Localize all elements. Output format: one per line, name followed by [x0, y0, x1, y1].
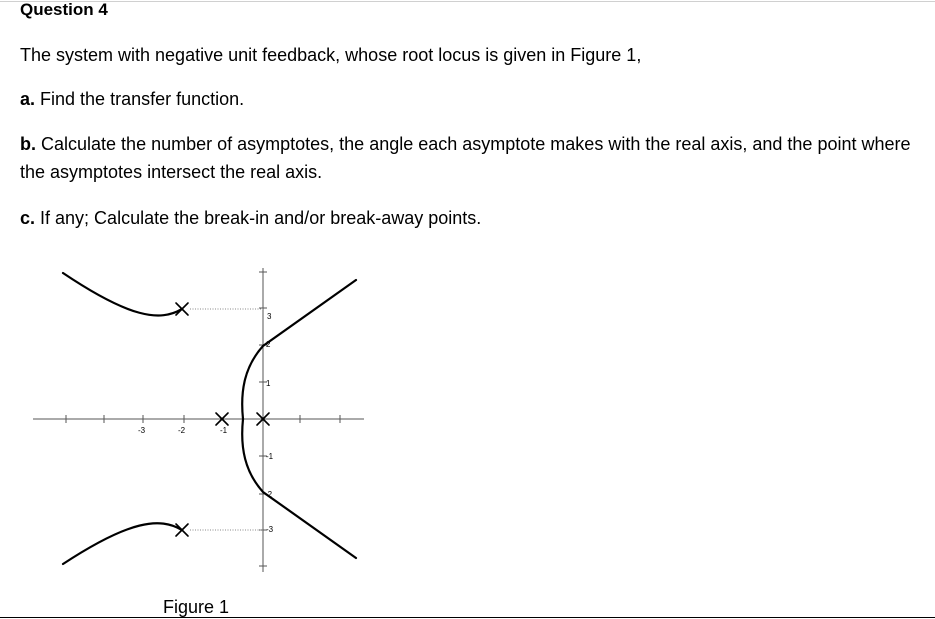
figure-caption: Figure 1 [163, 597, 230, 617]
locus-branch-lower-right [242, 419, 356, 558]
part-a-label: a. [20, 89, 36, 109]
locus-branch-lower-left [63, 523, 182, 564]
pole-marker-lower [176, 524, 188, 536]
imag-tick-label: -2 [265, 490, 273, 499]
part-b-text: Calculate the number of asymptotes, the angle each asymptote makes with the real axis, and the point where the asymptotes intersect the real axis. [20, 134, 911, 182]
imag-tick-label: -1 [266, 452, 274, 461]
imag-tick-label: -3 [266, 525, 274, 534]
question-heading: Question 4 [20, 0, 108, 19]
locus-branch-upper-right [242, 280, 356, 419]
bottom-rule [0, 617, 935, 618]
real-tick-label: -2 [178, 426, 186, 435]
imag-tick-label: 3 [267, 312, 272, 321]
locus-branch-upper-left [63, 273, 182, 315]
part-b-label: b. [20, 134, 36, 154]
question-intro: The system with negative unit feedback, whose root locus is given in Figure 1, [20, 45, 642, 65]
imag-tick-label: 2 [266, 340, 271, 349]
real-tick-label: -3 [138, 426, 146, 435]
part-c-text: If any; Calculate the break-in and/or break-away points. [40, 208, 482, 228]
imag-tick-label: 1 [266, 379, 271, 388]
part-c-label: c. [20, 208, 36, 228]
pole-marker-upper [176, 303, 188, 315]
real-tick-label: -1 [220, 426, 228, 435]
part-a-text: Find the transfer function. [40, 89, 245, 109]
